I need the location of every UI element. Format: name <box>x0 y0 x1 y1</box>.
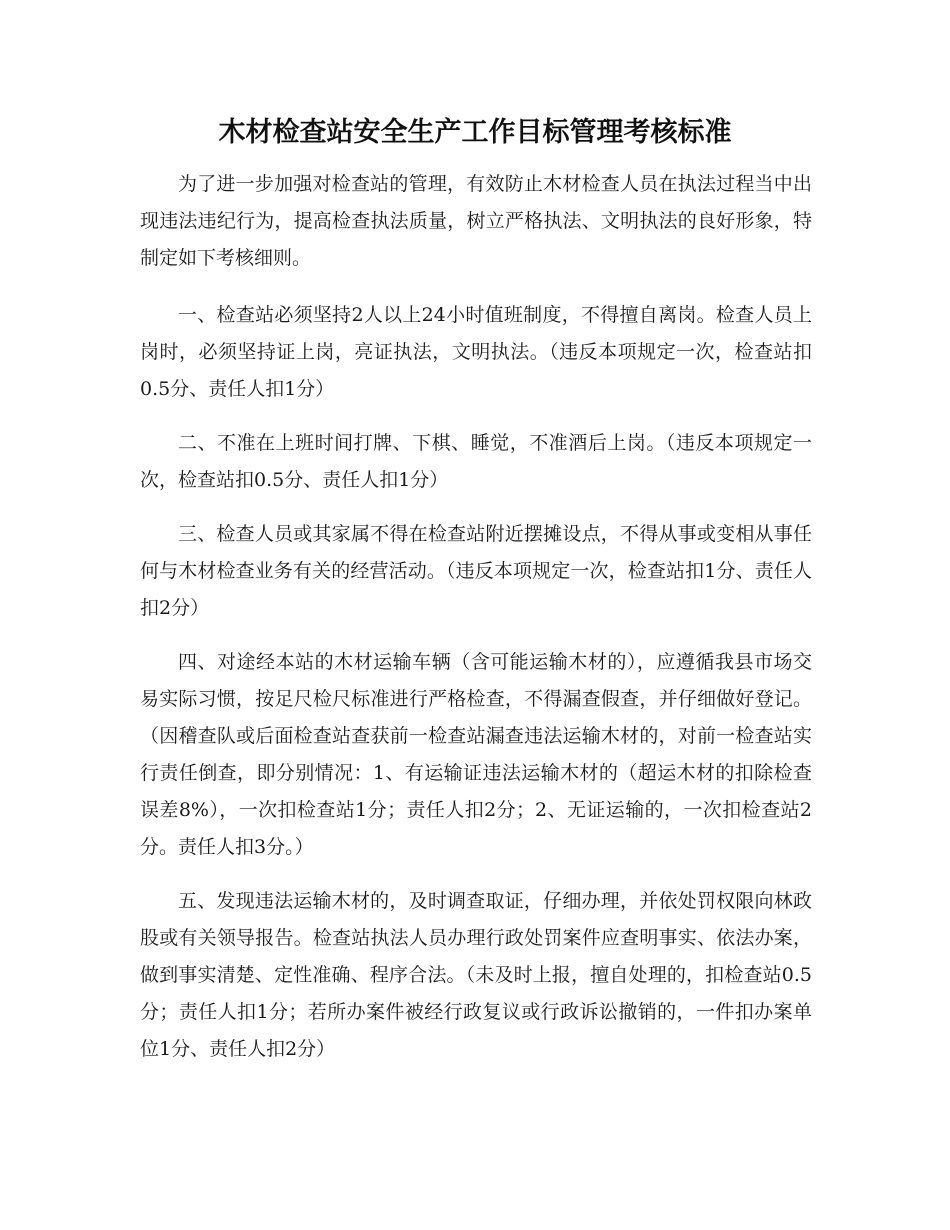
document-body <box>140 166 812 1085</box>
rule-paragraph-4: 四、对途经本站的木材运输车辆（含可能运输木材的），应遵循我县市场交易实际习惯，按足尺检尺标准进行严格检查，不得漏查假查，并仔细做好登记。（因稽查队或后面检查站查获前一检查站漏查违法运输木材的，对前一检查站实行责任倒查，即分别情况：1、有运输证违法运输木材的（超运木材的扣除检查误差8%），一次扣检查站1分；责任人扣2分；2、无证运输的，一次扣检查站2分。责任人扣3分。） <box>140 651 812 858</box>
rule-paragraph-3: 三、检查人员或其家属不得在检查站附近摆摊设点，不得从事或变相从事任何与木材检查业务有关的经营活动。（违反本项规定一次，检查站扣1分、责任人扣2分） <box>140 523 812 619</box>
rule-paragraph-2: 二、不准在上班时间打牌、下棋、睡觉，不准酒后上岗。（违反本项规定一次，检查站扣0.5分、责任人扣1分） <box>140 432 812 491</box>
intro-paragraph: 为了进一步加强对检查站的管理，有效防止木材检查人员在执法过程当中出现违法违纪行为，提高检查执法质量，树立严格执法、文明执法的良好形象，特制定如下考核细则。 <box>140 173 812 269</box>
rule-paragraph-1: 一、检查站必须坚持2人以上24小时值班制度，不得擅自离岗。检查人员上岗时，必须坚持证上岗，亮证执法，文明执法。（违反本项规定一次，检查站扣0.5分、责任人扣1分） <box>140 304 812 400</box>
rule-paragraph-5: 五、发现违法运输木材的，及时调查取证，仔细办理，并依处罚权限向林政股或有关领导报告。检查站执法人员办理行政处罚案件应查明事实、依法办案，做到事实清楚、定性准确、程序合法。（未及时上报，擅自处理的，扣检查站0.5分；责任人扣1分；若所办案件被经行政复议或行政诉讼撤销的，一件扣办案单位1分、责任人扣2分） <box>140 890 812 1060</box>
document-title: 木材检查站安全生产工作目标管理考核标准 <box>218 117 732 148</box>
